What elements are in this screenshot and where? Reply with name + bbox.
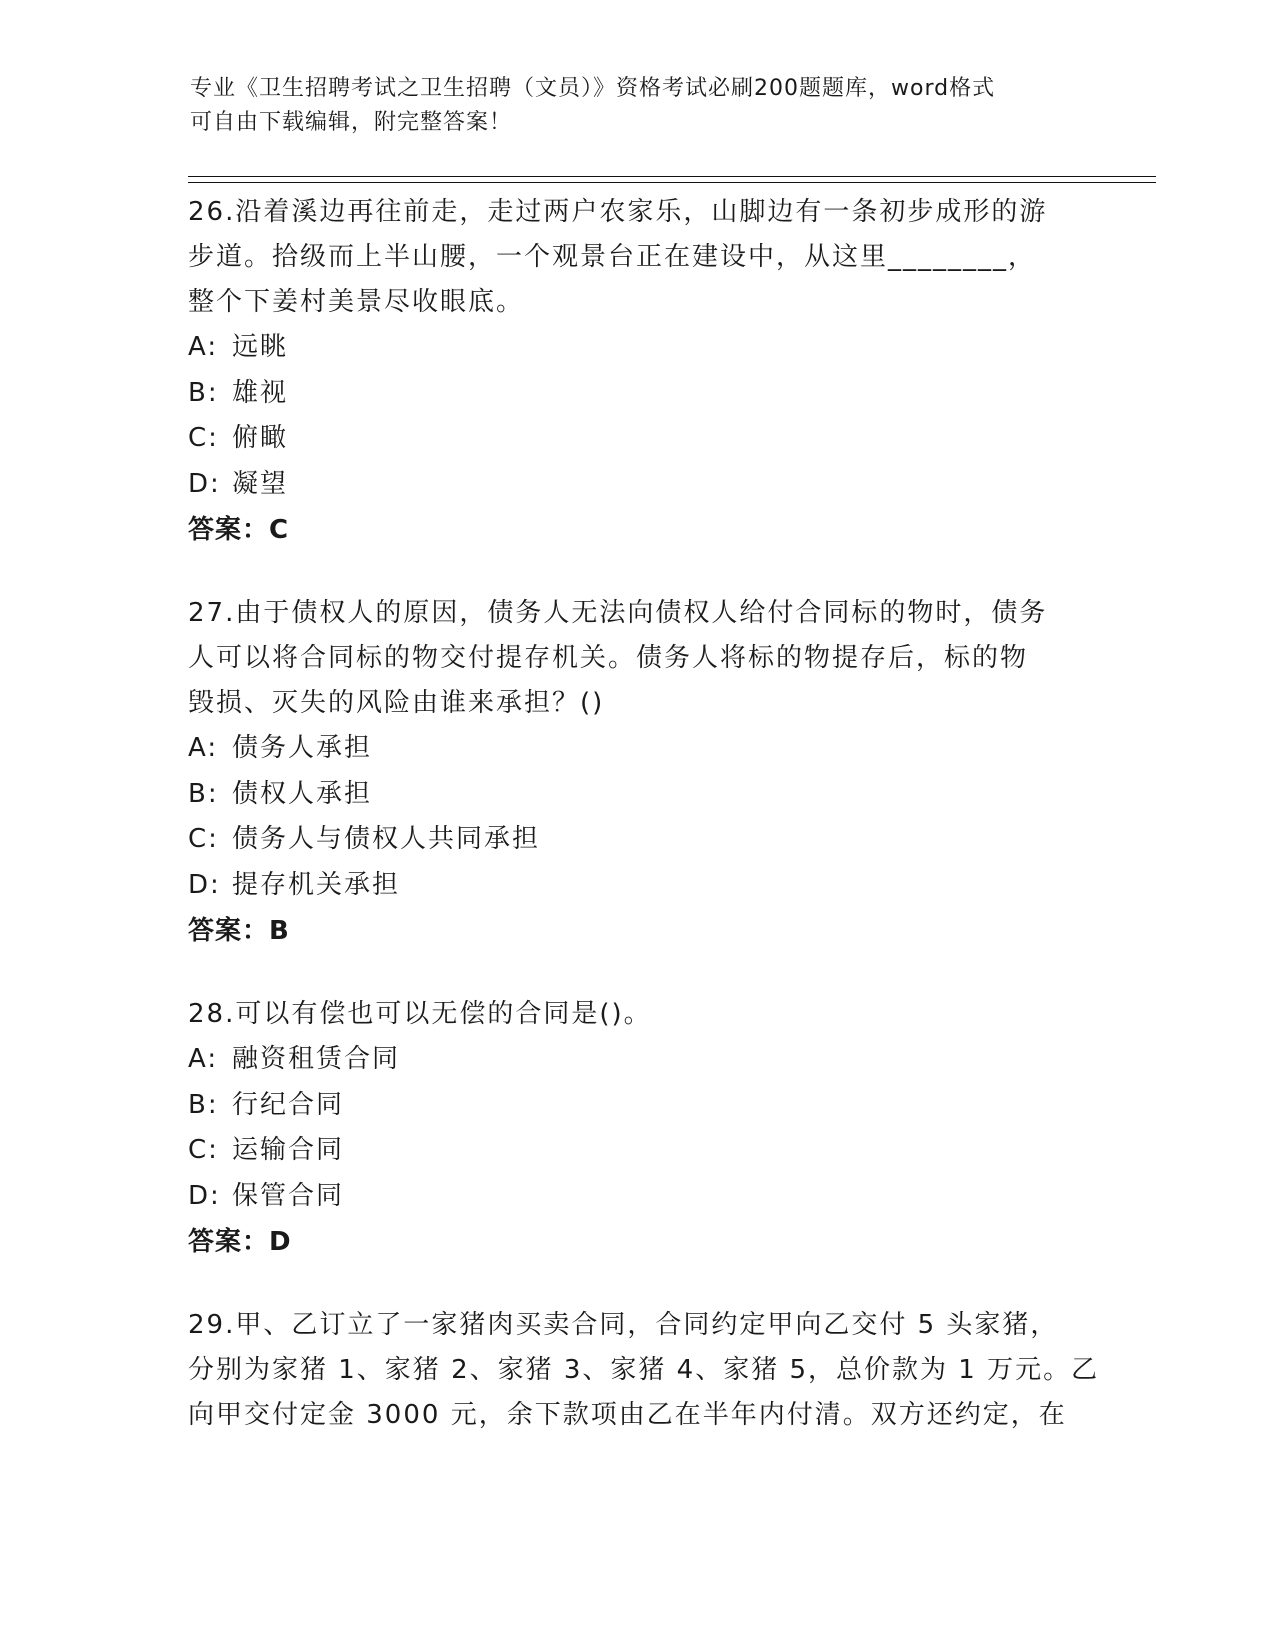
question-stem [188,190,1088,325]
stem-line: 27.由于债权人的原因，债务人无法向债权人给付合同标的物时，债务 [188,598,1048,628]
question-28 [188,992,1088,1265]
answer-value: D [269,1227,292,1257]
option-text: 提存机关承担 [232,869,401,900]
option-d [188,863,1088,909]
option-key: D: [188,869,221,900]
option-c [188,817,1088,863]
option-text: 运输合同 [232,1135,345,1165]
question-stem [188,591,1088,726]
option-key: A: [188,1044,219,1074]
document-header [190,72,1090,140]
option-a [188,1037,1088,1083]
option-key: B: [188,377,219,408]
option-key: C: [188,824,219,854]
option-b [188,772,1088,818]
option-key: B: [188,778,219,809]
stem-line: 毁损、灭失的风险由谁来承担？() [188,688,605,718]
header-divider-top [188,176,1156,177]
answer-label: 答案： [188,916,270,946]
option-text: 俯瞰 [232,423,289,453]
answer-value: C [269,515,290,545]
option-text: 远眺 [232,332,289,362]
question-stem [188,992,1088,1037]
question-29 [188,1303,1100,1438]
option-text: 融资租赁合同 [232,1044,401,1074]
option-text: 雄视 [232,377,289,408]
header-divider-bottom [188,182,1156,183]
option-key: A: [188,733,219,763]
header-line-1: 专业《卫生招聘考试之卫生招聘（文员）》资格考试必刷200题题库，word格式 [190,76,996,101]
option-c [188,1128,1088,1174]
stem-line: 人可以将合同标的物交付提存机关。债务人将标的物提存后，标的物 [188,643,1029,673]
option-key: C: [188,423,219,453]
stem-line: 向甲交付定金 3000 元，余下款项由乙在半年内付清。双方还约定，在 [188,1400,1067,1430]
option-c [188,416,1088,462]
option-key: D: [188,1180,221,1211]
option-key: B: [188,1089,219,1120]
option-a [188,726,1088,772]
stem-line: 26.沿着溪边再往前走，走过两户农家乐，山脚边有一条初步成形的游 [188,197,1048,227]
option-a [188,325,1088,371]
stem-line: 28.可以有偿也可以无偿的合同是()。 [188,999,652,1029]
option-d [188,1174,1088,1220]
answer-line [188,908,1088,954]
option-key: A: [188,332,219,362]
option-b [188,371,1088,417]
answer-line [188,1219,1088,1265]
stem-line: 整个下姜村美景尽收眼底。 [188,287,525,317]
question-stem [188,1303,1100,1438]
option-b [188,1083,1088,1129]
stem-line: 步道。拾级而上半山腰，一个观景台正在建设中，从这里________， [188,242,1037,272]
option-d [188,462,1088,508]
stem-line: 分别为家猪 1、家猪 2、家猪 3、家猪 4、家猪 5，总价款为 1 万元。乙 [188,1355,1100,1385]
answer-label: 答案： [188,515,270,545]
option-text: 债权人承担 [232,778,373,809]
question-list [188,190,1100,1476]
answer-label: 答案： [188,1227,270,1257]
question-27 [188,591,1088,954]
option-text: 行纪合同 [232,1089,345,1120]
option-key: C: [188,1135,219,1165]
answer-line [188,507,1088,553]
answer-value: B [269,916,290,946]
option-key: D: [188,468,221,499]
header-line-2: 可自由下载编辑，附完整答案！ [190,110,513,135]
stem-line: 29.甲、乙订立了一家猪肉买卖合同，合同约定甲向乙交付 5 头家猪， [188,1310,1059,1340]
option-text: 债务人与债权人共同承担 [232,824,541,854]
option-text: 保管合同 [232,1180,345,1211]
option-text: 凝望 [232,468,289,499]
question-26 [188,190,1088,553]
option-text: 债务人承担 [232,733,373,763]
